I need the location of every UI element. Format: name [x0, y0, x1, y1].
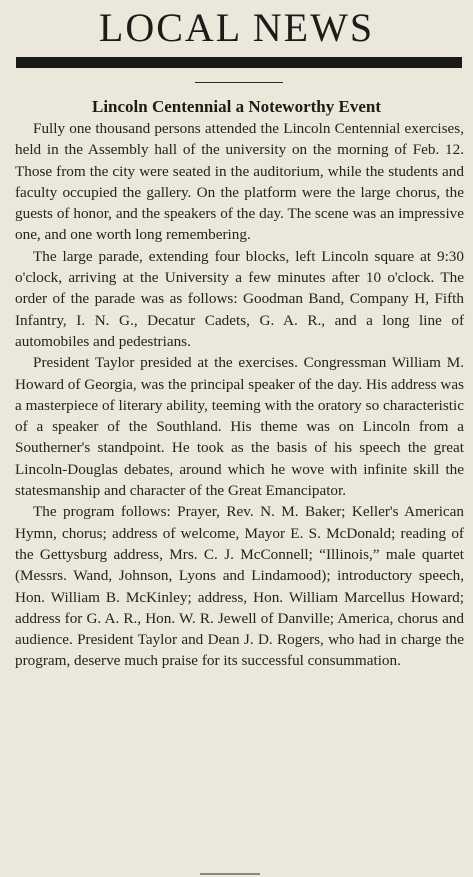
paragraph-program: The program follows: Prayer, Rev. N. M. Baker; Keller's American Hymn, chorus; address of welcome, Mayor E. S. McDonald; reading of the Gettysburg address, Mrs. C. J. McConnell; “Illinois,” male quartet (Messrs. Wand, Johnson, Lyons and Lindamood); introductory speech, Hon. William B. McKinley; address, Hon. William Marcellus Howard; address for G. A. R., Hon. W. R. Jewell of Danville; America, chorus and audience. President Taylor and Dean J. D. Rogers, who had in charge the program, deserve much praise for its successful consummation.: [15, 503, 464, 670]
masthead-rule: [16, 57, 462, 68]
divider-rule: [195, 82, 283, 83]
section-title: LOCAL NEWS: [98, 5, 375, 50]
paragraph-speaker: President Taylor presided at the exercises. Congressman William M. Howard of Georgia, was the principal speaker of the day. His address was a masterpiece of literary ability, teeming with the oratory so characteristic of a speaker of the Southland. His theme was on Lincoln from a Southerner's standpoint. He took as the basis of his speech the great Lincoln-Douglas debates, around which he wove with infinite skill the statesmanship and character of the Great Emancipator.: [15, 354, 464, 500]
bottom-rule: [200, 873, 260, 875]
paragraph-parade: The large parade, extending four blocks, left Lincoln square at 9:30 o'clock, arriving at the University a few minutes after 10 o'clock. The order of the parade was as follows: Goodman Band, Company H, Fifth Infantry, I. N. G., Decatur Cadets, G. A. R., and a long line of automobiles and pedestrians.: [15, 247, 464, 350]
article-headline: Lincoln Centennial a Noteworthy Event: [92, 97, 381, 116]
paragraph-attendance: Fully one thousand persons attended the Lincoln Centennial exercises, held in the Assembly hall of the university on the morning of Feb. 12. Those from the city were seated in the auditorium, while the students and faculty occupied the gallery. On the platform were the large chorus, the guests of honor, and the speakers of the day. The scene was an impressive one, and one worth long remembering.: [15, 120, 464, 244]
article-body: [15, 118, 464, 672]
